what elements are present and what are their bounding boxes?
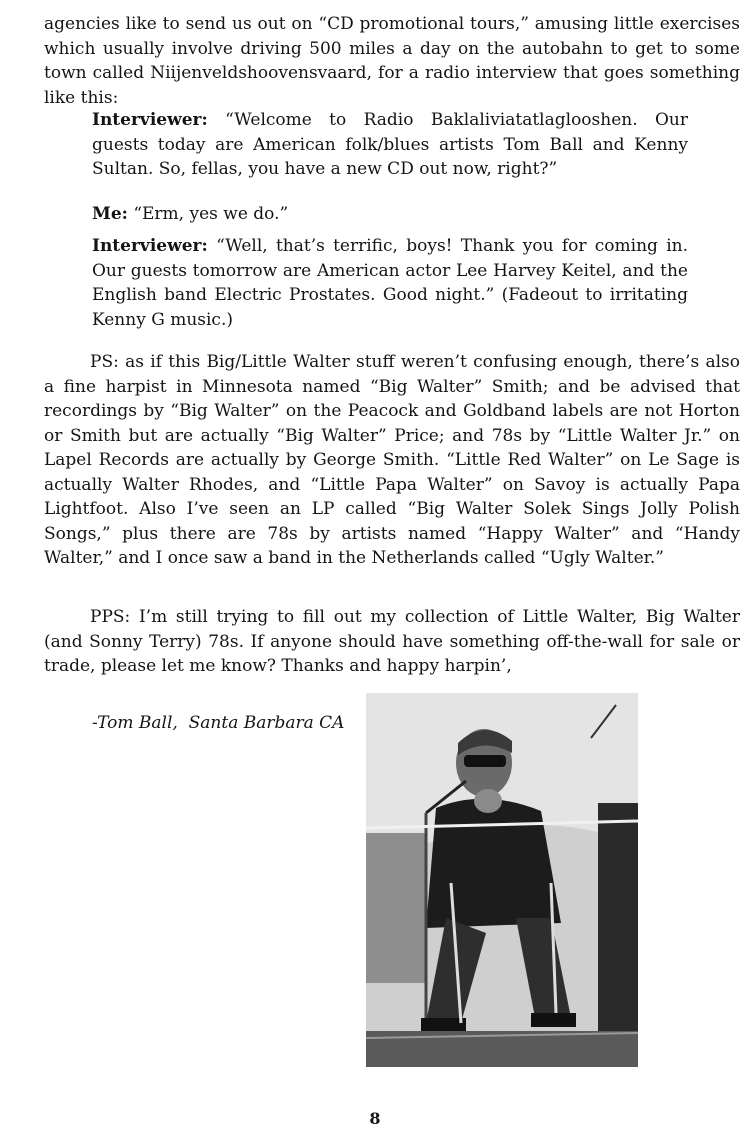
speaker-label: Me: <box>92 204 128 224</box>
pps-paragraph: PPS: I’m still trying to fill out my collection of Little Walter, Big Walter (and Sonny Terry) 78s. If anyone should have something off-the-wall for sale or trade, please let me know? Thanks and happy harpin’, <box>44 607 740 676</box>
interview-text: “Well, that’s terrific, boys! Thank you for coming in. Our guests tomorrow are American actor Lee Harvey Keitel, and the English band Electric Prostates. Good night.” (Fadeout to irritating Kenny G music.) <box>92 236 688 330</box>
interview-line-2 <box>92 202 688 227</box>
ps-paragraph: PS: as if this Big/Little Walter stuff weren’t confusing enough, there’s also a fine harpist in Minnesota named “Big Walter” Smith; and be advised that recordings by “Big Walter” on the Peacock and Goldband labels are not Horton or Smith but are actually “Big Walter” Price; and 78s by “Little Walter Jr.” on Lapel Records are actually by George Smith. “Little Red Walter” on Le Sage is actually Walter Rhodes, and “Little Papa Walter” on Savoy is actually Papa Lightfoot. Also I’ve seen an LP called “Big Walter Solek Sings Jolly Polish Songs,” plus there are 78s by artists named “Happy Walter” and “Handy Walter,” and I once saw a band in the Netherlands called “Ugly Walter.” <box>44 352 740 568</box>
speaker-label: Interviewer: <box>92 110 208 130</box>
signature: -Tom Ball, Santa Barbara CA <box>92 713 345 733</box>
speaker-label: Interviewer: <box>92 236 208 256</box>
interview-line-1 <box>92 108 688 182</box>
interview-text: “Welcome to Radio Baklaliviatatlaglooshen. Our guests today are American folk/blues artists Tom Ball and Kenny Sultan. So, fellas, you have a new CD out now, right?” <box>92 110 688 179</box>
intro-paragraph: agencies like to send us out on “CD promotional tours,” amusing little exercises which usually involve driving 500 miles a day on the autobahn to get to some town called Niijenveldshoovensvaard, for a radio interview that goes something like this: <box>44 14 740 108</box>
interview-text: “Erm, yes we do.” <box>127 204 289 224</box>
musician-photo <box>366 693 638 1067</box>
interview-line-3 <box>92 234 688 332</box>
page-number: 8 <box>369 1109 381 1128</box>
